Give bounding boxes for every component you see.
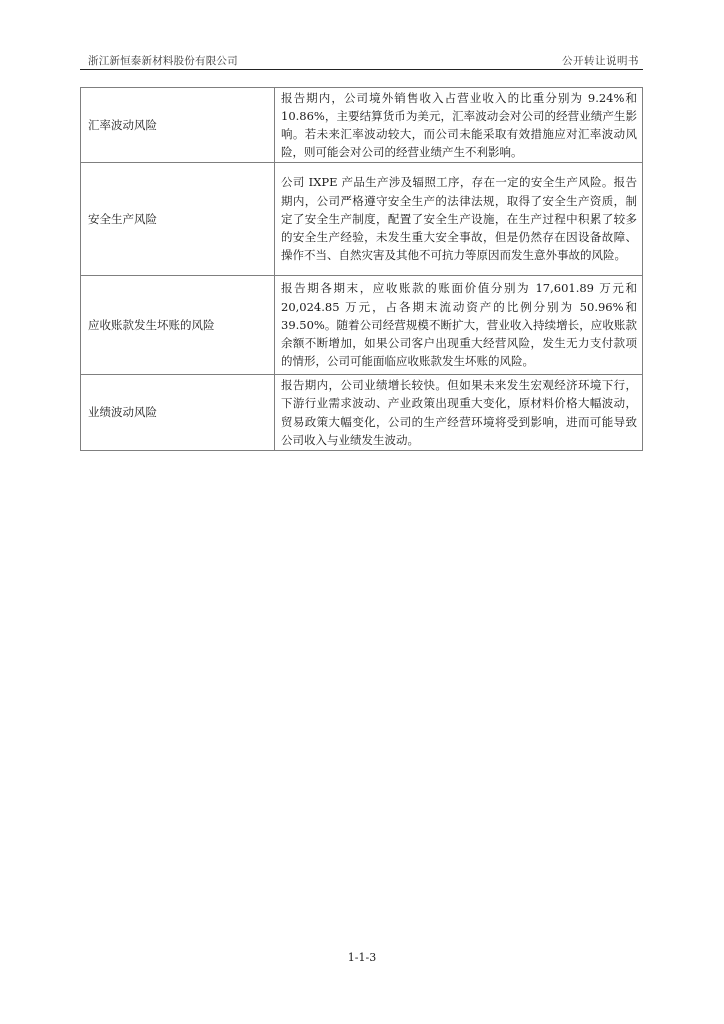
risk-name: 应收账款发生坏账的风险: [81, 276, 275, 375]
risk-table: [80, 87, 643, 451]
header-rule: [80, 69, 643, 70]
header-document-title: 公开转让说明书: [562, 55, 639, 67]
risk-description: 报告期各期末，应收账款的账面价值分别为 17,601.89 万元和 20,024.85 万元，占各期末流动资产的比例分别为 50.96%和 39.50%。随着公司经营规模不断扩大，营业收入持续增长，应收账款余额不断增加，如果公司客户出现重大经营风险，发生无力支付款项的情形，公司可能面临应收账款发生坏账的风险。: [275, 276, 643, 375]
page-number: 1-1-3: [347, 951, 377, 964]
header-company-name: 浙江新恒泰新材料股份有限公司: [88, 55, 238, 67]
risk-description: 报告期内，公司境外销售收入占营业收入的比重分别为 9.24%和 10.86%，主要结算货币为美元，汇率波动会对公司的经营业绩产生影响。若未来汇率波动较大，而公司未能采取有效措施应对汇率波动风险，则可能会对公司的经营业绩产生不利影响。: [275, 88, 643, 163]
risk-name: 安全生产风险: [81, 163, 275, 276]
risk-description: 报告期内，公司业绩增长较快。但如果未来发生宏观经济环境下行，下游行业需求波动、产业政策出现重大变化，原材料价格大幅波动，贸易政策大幅变化，公司的生产经营环境将受到影响，进而可能导致公司收入与业绩发生波动。: [275, 375, 643, 451]
table-row: [81, 276, 643, 375]
risk-name: 业绩波动风险: [81, 375, 275, 451]
risk-name: 汇率波动风险: [81, 88, 275, 163]
table-row: [81, 163, 643, 276]
table-row: [81, 375, 643, 451]
risk-description: 公司 IXPE 产品生产涉及辐照工序，存在一定的安全生产风险。报告期内，公司严格遵守安全生产的法律法规，取得了安全生产资质，制定了安全生产制度，配置了安全生产设施，在生产过程中积累了较多的安全生产经验，未发生重大安全事故，但是仍然存在因设备故障、操作不当、自然灾害及其他不可抗力等原因而发生意外事故的风险。: [275, 163, 643, 276]
table-row: [81, 88, 643, 163]
